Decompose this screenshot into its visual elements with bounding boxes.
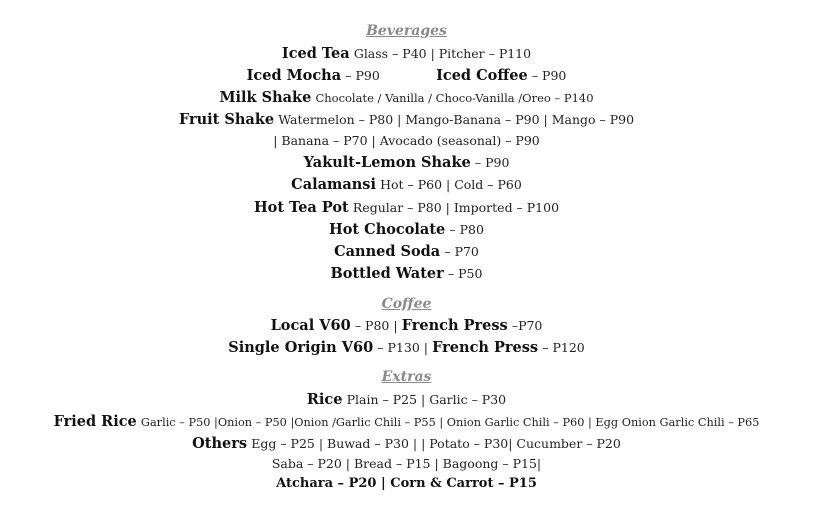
menu-item-bottled-water <box>0 265 813 284</box>
item-details: – P90 <box>531 68 567 83</box>
item-details: – P70 <box>444 244 479 259</box>
section-heading-coffee: Coffee <box>381 296 432 312</box>
menu-item-fried-rice <box>0 413 813 432</box>
item-name: French Press <box>401 317 508 334</box>
item-name: Fried Rice <box>53 413 137 430</box>
item-details: Plain – P25 | Garlic – P30 <box>346 392 507 407</box>
menu-item-others-cont <box>0 475 813 493</box>
item-name: Local V60 <box>270 317 351 334</box>
menu-item-others-cont <box>0 455 813 474</box>
menu-item-canned-soda <box>0 243 813 262</box>
item-name: Iced Coffee <box>436 67 528 84</box>
item-name: Hot Tea Pot <box>253 199 349 216</box>
menu-item-rice <box>0 391 813 410</box>
item-details: Glass – P40 | Pitcher – P110 <box>353 46 532 61</box>
item-name: Bottled Water <box>330 265 444 282</box>
menu-row-single-origin-coffee <box>0 339 813 358</box>
item-details: – P90 <box>474 155 510 170</box>
item-name: Iced Mocha <box>246 67 342 84</box>
item-details: | Banana – P70 | Avocado (seasonal) – P90 <box>273 133 540 148</box>
item-details: Regular – P80 | Imported – P100 <box>352 200 560 215</box>
item-details: Saba – P20 | Bread – P15 | Bagoong – P15| <box>271 456 542 471</box>
item-details: – P80 <box>449 222 484 237</box>
item-details: Chocolate / Vanilla / Choco-Vanilla /Oreo – P140 <box>315 91 594 105</box>
menu-item-fruit-shake-cont <box>0 132 813 151</box>
menu-item-others <box>0 435 813 454</box>
menu-item-yakult-lemon-shake <box>0 154 813 173</box>
item-details: Egg – P25 | Buwad – P30 | | Potato – P30| Cucumber – P20 <box>251 436 621 451</box>
item-name: Yakult-Lemon Shake <box>303 154 471 171</box>
menu-item-hot-chocolate <box>0 221 813 240</box>
item-details: Garlic – P50 |Onion – P50 |Onion /Garlic Chili – P55 | Onion Garlic Chili – P60 | Egg Onion Garlic Chili – P65 <box>140 416 760 429</box>
menu-item-iced-tea <box>0 45 813 64</box>
item-details: – P80 | <box>354 318 398 333</box>
item-details: Hot – P60 | Cold – P60 <box>380 177 522 192</box>
item-name: Canned Soda <box>334 243 441 260</box>
section-heading-extras: Extras <box>381 369 432 385</box>
item-name: Others <box>192 435 248 452</box>
menu-row-iced-mocha-coffee <box>0 67 813 86</box>
item-details: – P50 <box>447 266 483 281</box>
menu-item-fruit-shake <box>0 111 813 130</box>
menu-item-milk-shake <box>0 89 813 108</box>
item-name: Single Origin V60 <box>228 339 374 356</box>
section-heading-beverages: Beverages <box>366 23 447 39</box>
item-details: –P70 <box>511 318 543 333</box>
item-name: Fruit Shake <box>178 111 275 128</box>
item-name: Hot Chocolate <box>329 221 446 238</box>
item-name: Rice <box>306 391 343 408</box>
item-details: Atchara – P20 | Corn & Carrot – P15 <box>276 476 537 491</box>
item-name: Calamansi <box>291 176 376 193</box>
menu-item-calamansi <box>0 176 813 195</box>
item-name: Milk Shake <box>219 89 312 106</box>
item-name: Iced Tea <box>281 45 350 62</box>
item-details: – P90 <box>345 68 380 83</box>
item-name: French Press <box>432 339 539 356</box>
item-details: – P130 | <box>377 340 428 355</box>
menu-row-local-coffee <box>0 317 813 336</box>
menu-item-hot-tea-pot <box>0 199 813 218</box>
item-details: – P120 <box>542 340 585 355</box>
item-details: Watermelon – P80 | Mango-Banana – P90 | Mango – P90 <box>278 112 635 127</box>
